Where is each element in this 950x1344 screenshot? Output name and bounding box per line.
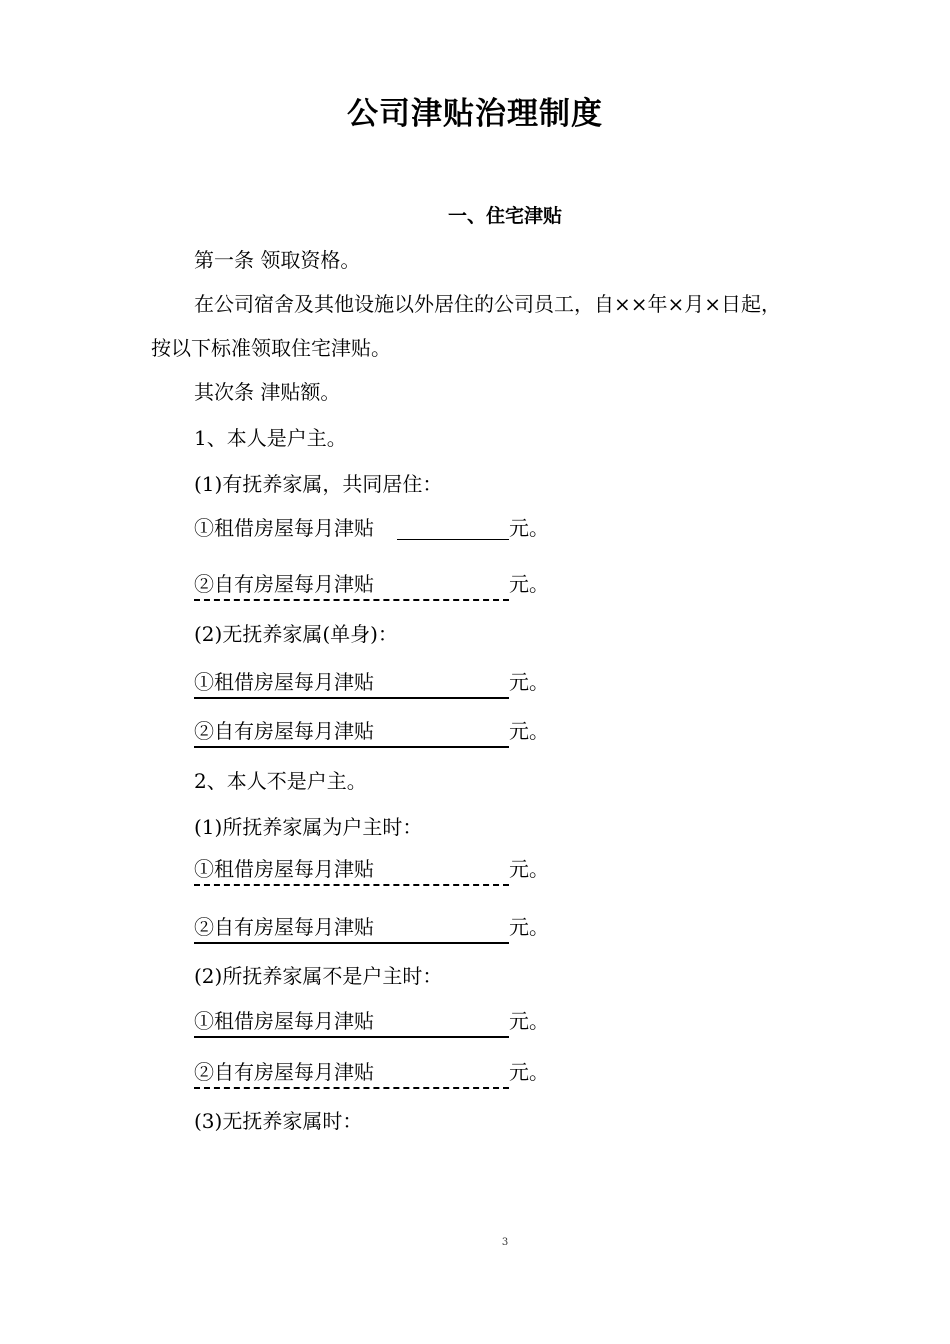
allowance-unit: 元。: [509, 857, 549, 881]
allowance-label: ②自有房屋每月津贴: [194, 719, 374, 743]
fill-in-blank[interactable]: [194, 1036, 509, 1038]
case-heading: 1、本人是户主。: [194, 426, 347, 450]
allowance-label: ②自有房屋每月津贴: [194, 572, 374, 596]
allowance-unit: 元。: [509, 1009, 549, 1033]
article-heading: 第一条 领取资格。: [194, 248, 361, 272]
case-heading: 2、本人不是户主。: [194, 769, 367, 793]
allowance-unit: 元。: [509, 516, 549, 540]
fill-in-blank[interactable]: [194, 1087, 509, 1089]
sub-case-heading: (2)所抚养家属不是户主时：: [194, 964, 443, 988]
fill-in-blank[interactable]: [194, 746, 509, 748]
allowance-label: ②自有房屋每月津贴: [194, 915, 374, 939]
article-body: 在公司宿舍及其他设施以外居住的公司员工，自××年×月×日起，: [194, 292, 782, 316]
fill-in-blank[interactable]: [194, 884, 509, 886]
document-title: 公司津贴治理制度: [347, 96, 603, 132]
allowance-label: ①租借房屋每月津贴: [194, 516, 374, 540]
allowance-label: ①租借房屋每月津贴: [194, 670, 374, 694]
sub-case-heading: (1)有抚养家属，共同居住：: [194, 472, 443, 496]
allowance-row: [194, 913, 554, 943]
article-heading: 其次条 津贴额。: [194, 380, 341, 404]
article-body-continued: 按以下标准领取住宅津贴。: [151, 336, 391, 360]
fill-in-blank[interactable]: [397, 539, 509, 540]
allowance-row: [194, 1007, 554, 1037]
fill-in-blank[interactable]: [194, 697, 509, 699]
fill-in-blank[interactable]: [194, 599, 509, 601]
allowance-unit: 元。: [509, 670, 549, 694]
section-heading: 一、住宅津贴: [447, 205, 562, 227]
allowance-row: [194, 570, 554, 600]
sub-case-heading: (3)无抚养家属时：: [194, 1109, 363, 1133]
allowance-row: [194, 514, 554, 544]
sub-case-heading: (2)无抚养家属(单身)：: [194, 622, 398, 646]
allowance-row: [194, 717, 554, 747]
allowance-unit: 元。: [509, 1060, 549, 1084]
allowance-row: [194, 1058, 554, 1088]
allowance-row: [194, 668, 554, 698]
page-number: 3: [501, 1237, 509, 1248]
allowance-label: ②自有房屋每月津贴: [194, 1060, 374, 1084]
allowance-label: ①租借房屋每月津贴: [194, 1009, 374, 1033]
allowance-unit: 元。: [509, 572, 549, 596]
allowance-row: [194, 855, 554, 885]
sub-case-heading: (1)所抚养家属为户主时：: [194, 815, 423, 839]
fill-in-blank[interactable]: [194, 942, 509, 944]
allowance-unit: 元。: [509, 915, 549, 939]
allowance-unit: 元。: [509, 719, 549, 743]
allowance-label: ①租借房屋每月津贴: [194, 857, 374, 881]
